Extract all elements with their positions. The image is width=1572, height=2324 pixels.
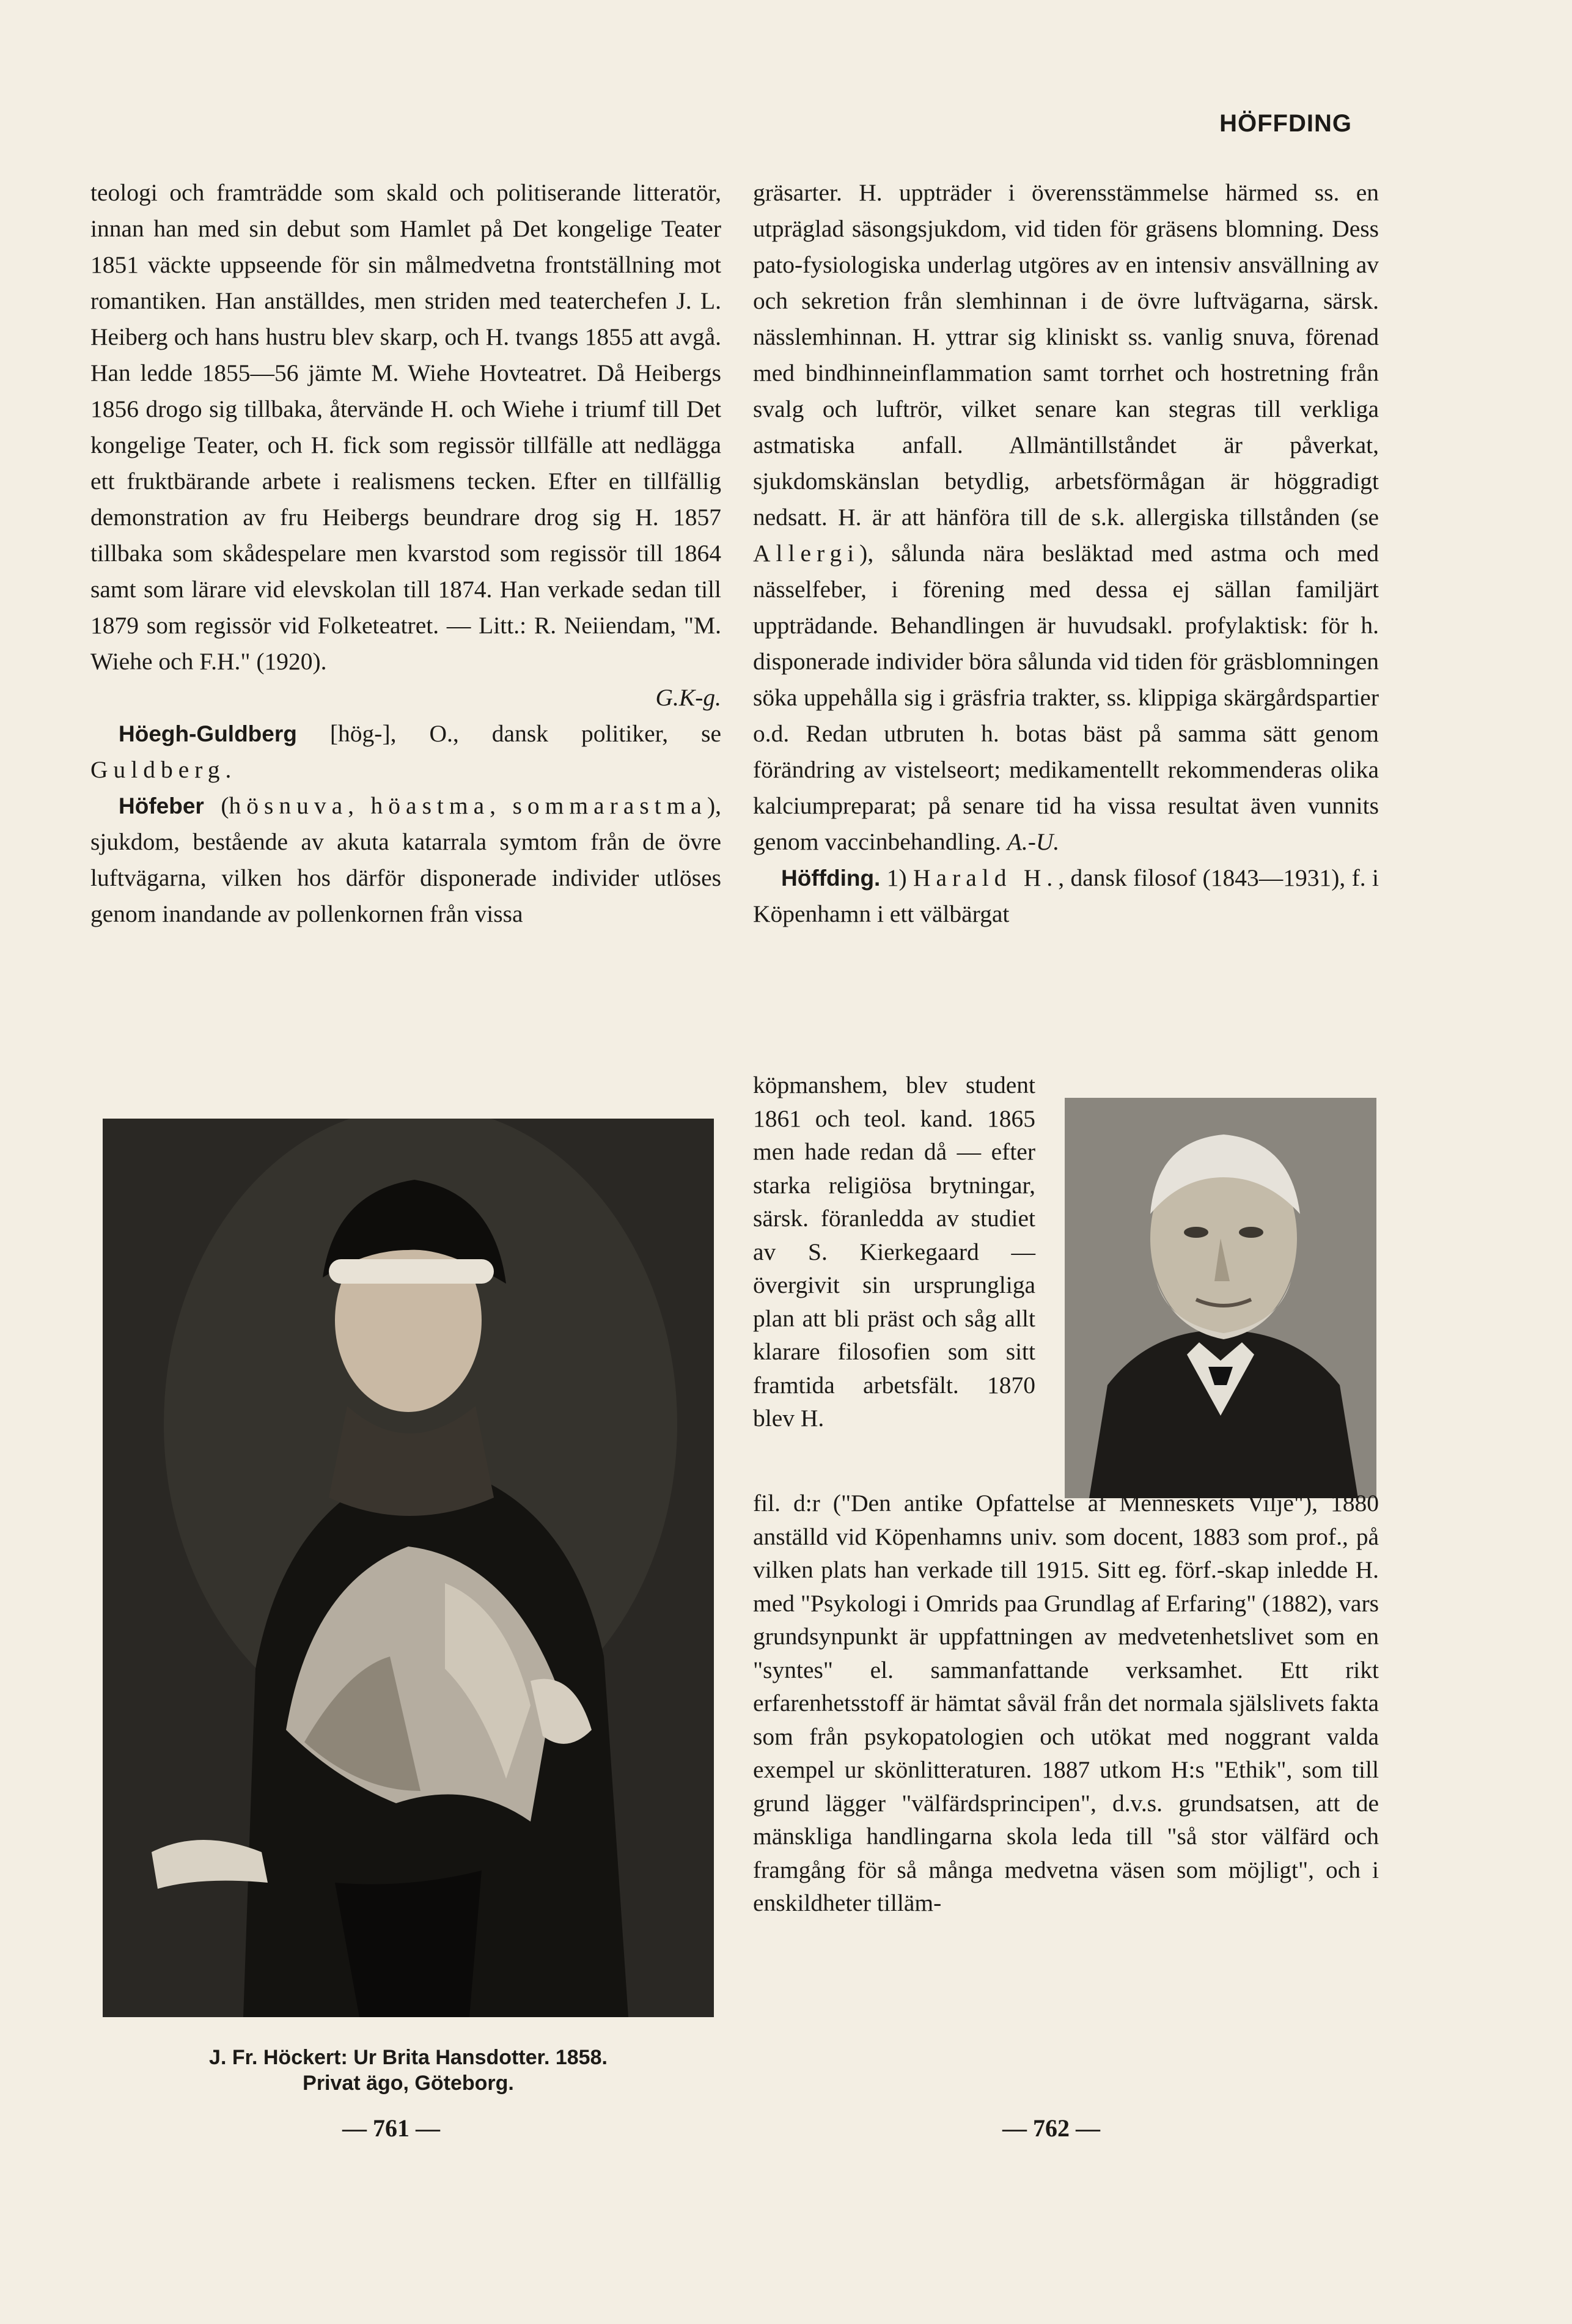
entry-heading: Höffding. xyxy=(781,866,881,891)
page-number-right: — 762 — xyxy=(1002,2114,1100,2142)
painting-caption xyxy=(90,2045,726,2096)
synonym-term: sommarastma xyxy=(512,792,707,819)
entry-text: ( xyxy=(204,792,229,819)
entry-hoffding xyxy=(753,860,1379,932)
painting-brita-hansdotter xyxy=(103,1119,714,2017)
entry-text: , xyxy=(490,792,513,819)
entry-text: gräsarter. H. uppträder i överensstämmelse härmed ss. en utpräglad säsongsjukdom, vid tiden för gräsens blomning. Dess pato-fysiologiska underlag utgöres av en intensiv ansvällning av och sekretion från slemhinnan i de övre luftvägarna, särsk. nässlemhinnan. H. yttrar sig kliniskt ss. vanlig snuva, förenad med bindhinneinflammation samt torrhet och hostretning från svalg och luftrör, vilket senare kan stegras till verkliga astmatiska anfall. Allmäntillståndet är påverkat, sjukdomskänslan betydlig, arbetsförmågan är höggradigt nedsatt. H. är att hänföra till de s.k. allergiska tillstånden (se xyxy=(753,179,1379,531)
caption-line: Privat ägo, Göteborg. xyxy=(303,2072,514,2095)
signature: A.-U. xyxy=(1007,828,1060,855)
signature: G.K-g. xyxy=(655,684,721,711)
running-head: HÖFFDING xyxy=(1219,110,1352,137)
right-column-bottom xyxy=(753,1487,1379,1920)
left-column xyxy=(90,175,721,932)
entry-text: [hög-], O., dansk politiker, se xyxy=(296,720,721,747)
entry-text: , xyxy=(348,792,371,819)
person-name: Harald H. xyxy=(913,864,1059,891)
entry-hofeber xyxy=(90,788,721,932)
entry-text: fil. d:r ("Den antike Opfattelse af Menneskets Vilje"), 1880 anställd vid Köpenhamns univ. som docent, 1883 som prof., på vilken plats han verkade till 1915. Sitt eg. förf.-skap inledde H. med "Psykologi i Omrids paa Grundlag af Erfaring" (1882), vars grundsynpunkt är uppfattningen av medvetenhetslivet som en "syntes" el. sammanfattande verksamhet. Ett rikt erfarenhetsstoff är hämtat såväl från det normala själslivets fakta som från psykopatologien och utökat med noggrant valda exempel ur skönlitteraturen. 1887 utkom H:s "Ethik", som till grund lägger "välfärdsprincipen", d.v.s. grundsatsen, att de mänskliga handlingarna skola leda till "så stor välfärd och framgång för så många medvetna väsen som möjligt", och i enskildheter tilläm- xyxy=(753,1490,1379,1916)
cross-reference: Allergi xyxy=(753,540,860,567)
entry-text: köpmanshem, blev student 1861 och teol. kand. 1865 men hade redan då — efter starka religiösa brytningar, särsk. föranledda av studiet av S. Kierkegaard — övergivit sin ursprungliga plan att bli präst och såg allt klarare filosofien som sitt framtida arbetsfält. 1870 blev H. xyxy=(753,1072,1035,1432)
page-number-left: — 761 — xyxy=(342,2114,440,2142)
entry-text: ), sålunda nära besläktad med astma och med nässelfeber, i förening med dessa ej sällan familjärt uppträdande. Behandlingen är huvudsakl. profylaktisk: för h. disponerade individer böra sålunda vid tiden för gräsblomningen söka uppehålla sig i gräsfria trakter, ss. klippiga skärgårdspartier o.d. Redan utbruten h. botas bäst på samma sätt genom förändring av vistelseort; medikamentellt rekommenderas olika kalciumpreparat; på senare tid ha vissa resultat även vunnits genom vaccinbehandling. xyxy=(753,540,1379,855)
entry-heading: Höegh-Guldberg xyxy=(119,721,297,746)
paragraph-heiberg: teologi och framträdde som skald och politiserande litteratör, innan han med sin debut som Hamlet på Det kongelige Teater 1851 väckte uppseende för sin målmedvetna frontställning mot romantiken. Han anställdes, men striden med teaterchefen J. L. Heiberg och hans hustru blev skarp, och H. tvangs 1855 att avgå. Han ledde 1855—56 jämte M. Wiehe Hovteatret. Då Heibergs 1856 drogo sig tillbaka, återvände H. och Wiehe i triumf till Det kongelige Teater, och H. fick som regissör tillfälle att nedlägga ett fruktbärande arbete i realismens tecken. Efter en tillfällig demonstration av fru Heibergs beundrare drog sig H. 1857 tillbaka som skådespelare men kvarstod som regissör till 1864 samt som lärare vid elevskolan till 1874. Han verkade sedan till 1879 som regissör vid Folketeatret. — Litt.: R. Neiiendam, "M. Wiehe och F.H." (1920). xyxy=(90,179,721,675)
portrait-harald-hoffding xyxy=(1065,1098,1376,1498)
synonym-term: hösnuva xyxy=(229,792,348,819)
paragraph-hofeber-cont xyxy=(753,175,1379,860)
right-column-top xyxy=(753,175,1379,932)
entry-heading: Höfeber xyxy=(119,793,204,818)
cross-reference: Guldberg xyxy=(90,756,226,783)
entry-text: . xyxy=(225,756,232,783)
caption-line: J. Fr. Höckert: Ur Brita Hansdotter. 1858. xyxy=(209,2046,608,2069)
synonym-term: höastma xyxy=(370,792,490,819)
entry-text: ), sjukdom, bestående av akuta katarrala symtom från de övre luftvägarna, vilken hos därför disponerade individer utlöses genom inandande av pollenkornen från vissa xyxy=(90,792,721,927)
entry-text: , dansk filosof (1843—1931), f. i Köpenhamn i ett välbärgat xyxy=(753,864,1379,927)
entry-text: 1) xyxy=(880,864,913,891)
entry-hoegh-guldberg xyxy=(90,716,721,788)
narrow-text-block xyxy=(753,1068,1035,1435)
